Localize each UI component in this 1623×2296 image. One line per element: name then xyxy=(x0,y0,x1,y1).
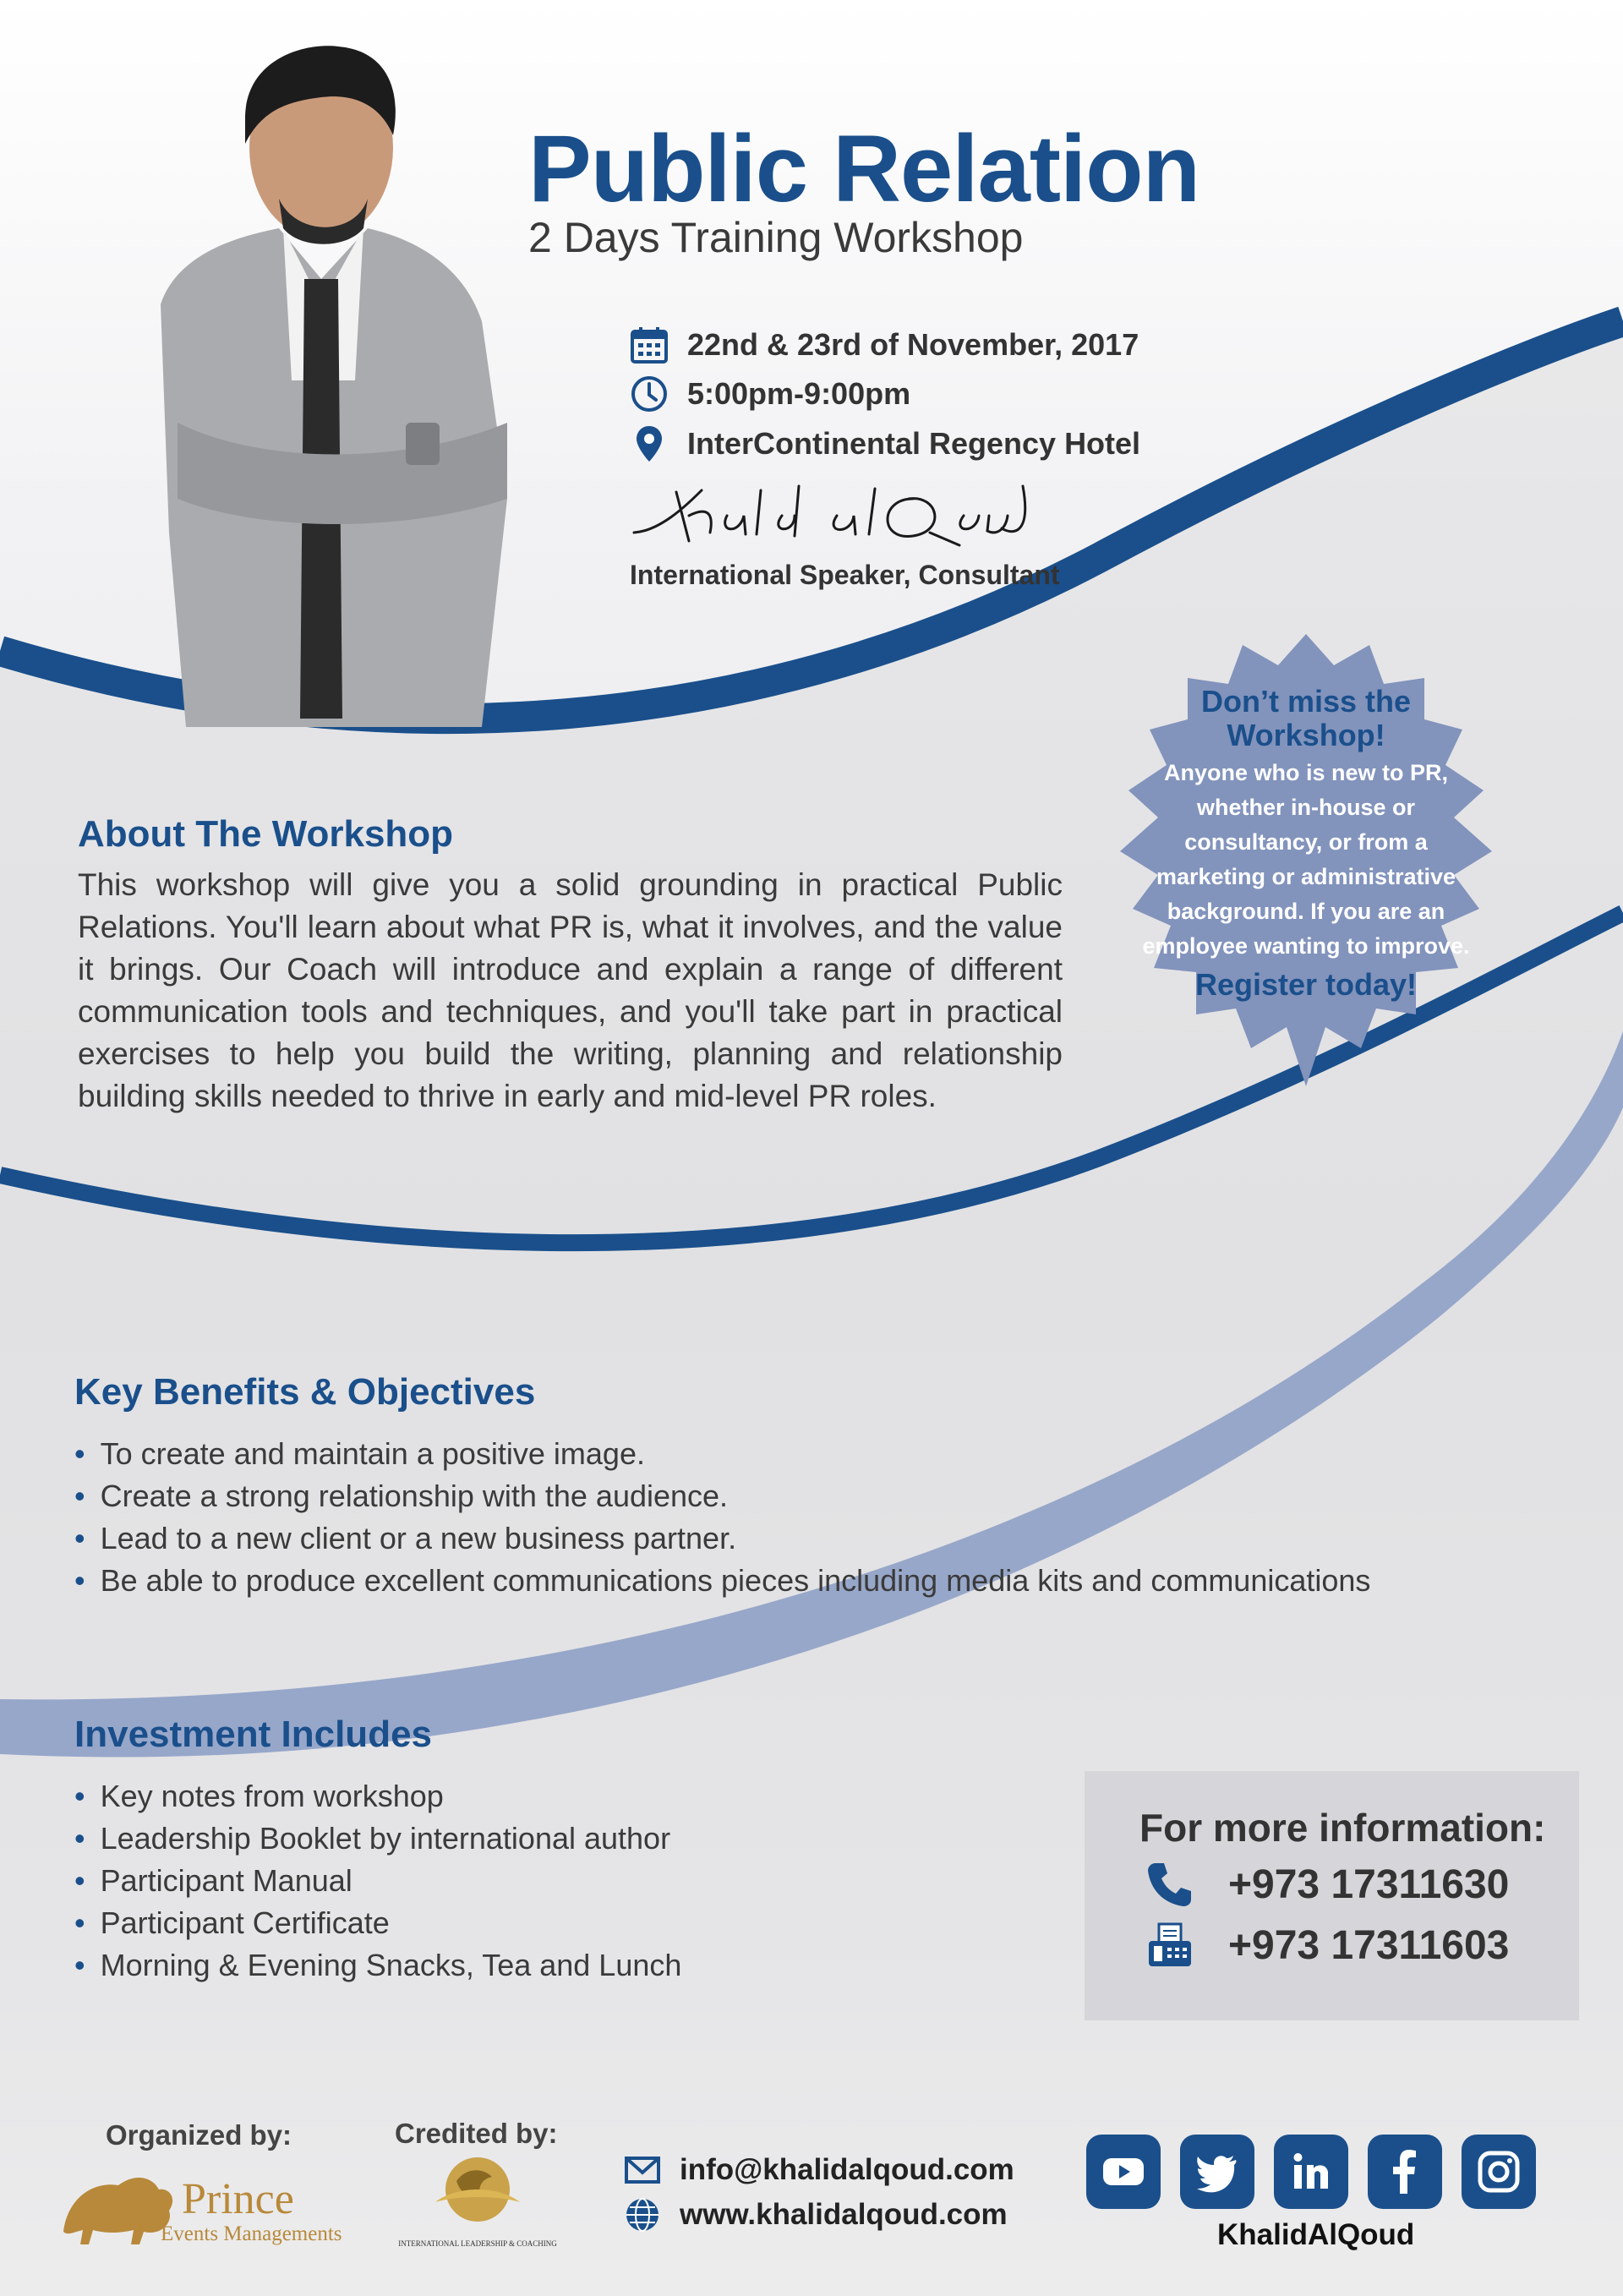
phone-number: +973 17311630 xyxy=(1228,1861,1510,1907)
event-date: 22nd & 23rd of November, 2017 xyxy=(687,327,1139,362)
list-item: • Participant Certificate xyxy=(74,1905,390,1940)
linkedin-icon[interactable] xyxy=(1274,2135,1348,2209)
facebook-icon[interactable] xyxy=(1368,2135,1442,2209)
event-venue: InterContinental Regency Hotel xyxy=(687,426,1141,461)
speaker-role: International Speaker, Consultant xyxy=(630,560,1060,590)
speaker-photo xyxy=(110,25,566,727)
badge-body: Anyone who is new to PR, whether in-house or consultancy, or from a marketing or administrative background. If you are an employee wanting to improve. xyxy=(1142,760,1470,959)
list-item: • To create and maintain a positive image. xyxy=(74,1436,645,1471)
organizer-name: Prince xyxy=(182,2175,294,2223)
social-links xyxy=(1086,2135,1536,2209)
organizer-sub: Events Managements xyxy=(161,2222,342,2245)
fax-icon xyxy=(1145,1921,1194,1970)
instagram-icon[interactable] xyxy=(1462,2135,1536,2209)
page-subtitle: 2 Days Training Workshop xyxy=(528,214,1024,261)
list-item: • Lead to a new client or a new business partner. xyxy=(74,1521,737,1555)
list-item: • Participant Manual xyxy=(74,1863,352,1898)
twitter-icon[interactable] xyxy=(1180,2135,1254,2209)
accreditor-text: INTERNATIONAL LEADERSHIP & COACHING xyxy=(398,2239,557,2248)
about-heading: About The Workshop xyxy=(78,813,454,855)
list-item: • Create a strong relationship with the audience. xyxy=(74,1479,729,1513)
list-item: • Morning & Evening Snacks, Tea and Lunch xyxy=(74,1948,682,1982)
organized-by-label: Organized by: xyxy=(106,2119,292,2151)
benefits-list xyxy=(74,1433,1370,1602)
website-url: www.khalidalqoud.com xyxy=(680,2198,1008,2231)
list-item: • Key notes from workshop xyxy=(74,1779,444,1813)
youtube-icon[interactable] xyxy=(1086,2135,1161,2209)
promo-badge xyxy=(1133,685,1479,1003)
event-time: 5:00pm-9:00pm xyxy=(687,376,911,411)
contact-heading: For more information: xyxy=(1139,1806,1546,1850)
date-row xyxy=(630,325,1139,364)
email-row[interactable] xyxy=(624,2151,1014,2189)
location-pin-icon xyxy=(630,424,669,463)
page-title: Public Relation xyxy=(528,116,1199,221)
international-leadership-logo xyxy=(398,2151,557,2266)
fax-row[interactable] xyxy=(1145,1921,1509,1970)
time-row xyxy=(630,374,910,413)
website-row[interactable] xyxy=(624,2196,1008,2233)
investment-heading: Investment Includes xyxy=(74,1714,433,1755)
phone-icon xyxy=(1145,1860,1194,1909)
social-handle: KhalidAlQoud xyxy=(1217,2218,1415,2251)
benefits-heading: Key Benefits & Objectives xyxy=(74,1371,536,1413)
list-item: • Be able to produce excellent communications pieces including media kits and communications xyxy=(74,1563,1371,1598)
phone-row[interactable] xyxy=(1145,1860,1509,1909)
list-item: • Leadership Booklet by international author xyxy=(74,1821,671,1856)
globe-icon xyxy=(624,2196,661,2233)
venue-row xyxy=(630,424,1140,463)
credited-by-label: Credited by: xyxy=(395,2118,558,2149)
mail-icon xyxy=(624,2151,661,2189)
email-address: info@khalidalqoud.com xyxy=(680,2153,1014,2186)
fax-number: +973 17311603 xyxy=(1228,1922,1510,1968)
register-cta[interactable]: Register today! xyxy=(1194,967,1418,1002)
investment-list xyxy=(74,1775,681,1987)
badge-heading: Don’t miss the Workshop! xyxy=(1200,684,1412,752)
prince-logo xyxy=(59,2164,372,2249)
clock-icon xyxy=(630,374,669,413)
about-text: This workshop will give you a solid grounding in practical Public Relations. You'll learn about what PR is, what it involves, and the value it brings. Our Coach will introduce and explain a range of different communication tools and techniques, and you'll take part in practical exercises to help you build the writing, planning and relationship building skills needed to thrive in early and mid-level PR roles. xyxy=(78,867,1063,1113)
calendar-icon xyxy=(630,325,669,364)
speaker-signature xyxy=(626,482,1031,549)
